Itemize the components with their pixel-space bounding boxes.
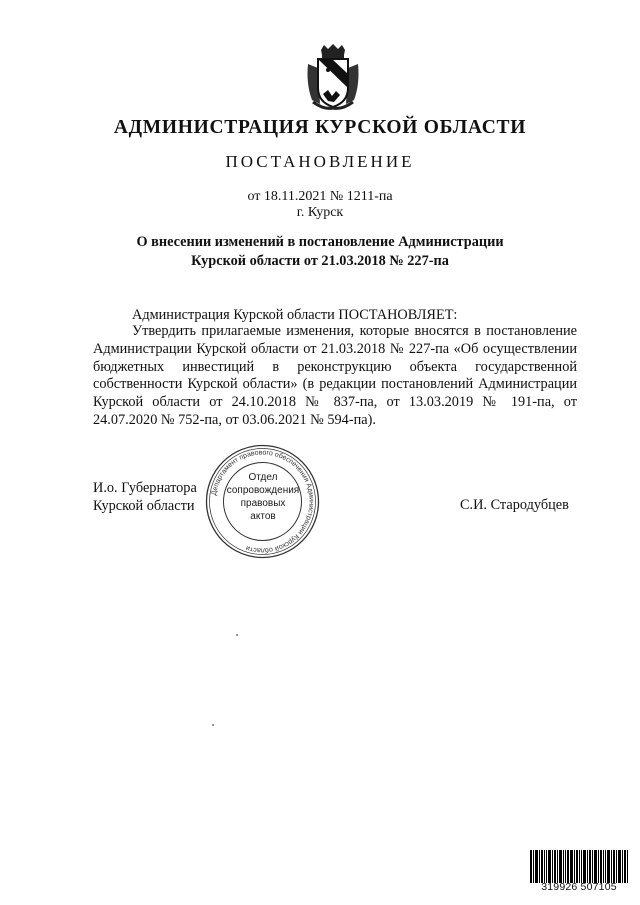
resolution-body: Утвердить прилагаемые изменения, которые вносятся в постановление Администрации Курской области от 21.03.2018 № 227-па «Об осуществлении бюджетных инвестиций в реконструкцию объекта государственной собственности Курской области» (в редакции постановлений Администрации Курской области от 24.10.2018 № 837-па, от 13.03.2019 № 191-па, от 24.07.2020 № 752-па, от 03.06.2021 № 594-па). — [93, 323, 577, 428]
subject-line-1: О внесении изменений в постановление Администрации — [136, 234, 504, 250]
stamp-line-4: актов — [250, 511, 276, 522]
resolution-intro: Администрация Курской области ПОСТАНОВЛЯЕТ: — [132, 307, 458, 323]
signatory-title-line-1: И.о. Губернатора — [93, 480, 197, 496]
stamp-line-2: сопровождения — [226, 485, 300, 496]
signatory-name: С.И. Стародубцев — [460, 497, 569, 513]
date-and-number: от 18.11.2021 № 1211-па — [247, 189, 393, 204]
scan-speck — [212, 724, 214, 726]
barcode — [530, 850, 628, 883]
signatory-title-line-2: Курской области — [93, 498, 195, 514]
organization-title: АДМИНИСТРАЦИЯ КУРСКОЙ ОБЛАСТИ — [113, 117, 527, 138]
stamp-ring-text: Департамент правового обеспечения Администрации Курской области — [210, 449, 315, 554]
barcode-number: 319926 507105 — [541, 881, 617, 893]
city: г. Курск — [296, 205, 344, 220]
subject-line-2: Курской области от 21.03.2018 № 227-па — [191, 253, 449, 269]
stamp-center-text — [222, 471, 304, 523]
coat-of-arms-emblem — [304, 44, 362, 110]
signatory-title — [93, 479, 197, 515]
stamp-line-1: Отдел — [248, 472, 278, 483]
scan-speck — [236, 634, 238, 636]
stamp-line-3: правовых — [240, 498, 286, 509]
document-type: ПОСТАНОВЛЕНИЕ — [225, 152, 415, 171]
